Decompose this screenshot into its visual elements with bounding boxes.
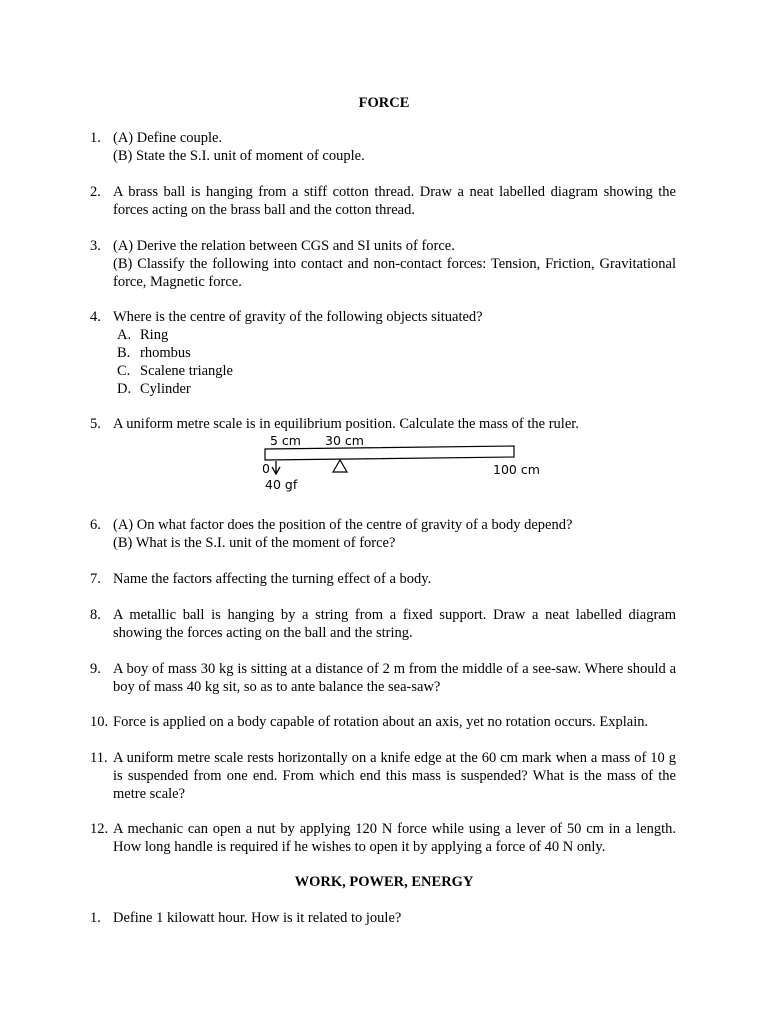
option-letter: D. [117,381,132,397]
question-number: 10. [90,714,109,730]
question-8 [90,606,676,642]
question-text: (B) What is the S.I. unit of the moment of force? [113,535,396,551]
question-number: 2. [90,184,101,200]
question-number: 9. [90,661,101,677]
question-7 [90,570,676,588]
option-letter: A. [117,327,132,343]
question-number: 4. [90,309,101,325]
question-text: (B) Classify the following into contact and non-contact forces: Tension, Friction, Gravitational force, Magnetic force. [113,256,676,290]
label-30cm: 30 cm [325,433,364,448]
question-text: A mechanic can open a nut by applying 120 N force while using a lever of 50 cm in a length. How long handle is required if he wishes to open it by applying a force of 40 N only. [113,821,676,855]
section-title-work-power-energy: WORK, POWER, ENERGY [294,874,474,890]
question-number: 7. [90,571,101,587]
question-11 [90,749,676,803]
question-text: (A) Derive the relation between CGS and SI units of force. [113,238,455,254]
question-text: (B) State the S.I. unit of moment of couple. [113,148,365,164]
label-5cm: 5 cm [270,433,301,448]
question-12 [90,820,676,856]
question-text: Define 1 kilowatt hour. How is it related to joule? [113,910,402,926]
question-1 [90,129,676,165]
question-text: Name the factors affecting the turning effect of a body. [113,571,432,587]
option-text: Cylinder [140,381,191,397]
option-item [113,362,676,380]
question-number: 8. [90,607,101,623]
question-text: Force is applied on a body capable of rotation about an axis, yet no rotation occurs. Explain. [113,714,649,730]
question-6 [90,516,676,552]
question-text: A metallic ball is hanging by a string from a fixed support. Draw a neat labelled diagram showing the forces acting on the ball and the string. [113,607,676,641]
knife-edge-fulcrum [333,460,347,472]
question-text: A boy of mass 30 kg is sitting at a distance of 2 m from the middle of a see-saw. Where should a boy of mass 40 kg sit, so as to ante balance the sea-saw? [113,661,676,695]
question-2 [90,183,676,219]
label-40gf: 40 gf [265,477,298,492]
question-10 [90,713,676,731]
question-9 [90,660,676,696]
question-number: 1. [90,910,101,926]
question-number: 5. [90,416,101,432]
option-item [113,326,676,344]
question-number: 11. [90,750,108,766]
question-text: A uniform metre scale is in equilibrium position. Calculate the mass of the ruler. [113,416,579,432]
question-number: 1. [90,130,101,146]
question-number: 3. [90,238,101,254]
option-item [113,344,676,362]
wpe-question-1 [90,909,676,927]
ruler-shape [265,446,514,460]
question-text: (A) On what factor does the position of the centre of gravity of a body depend? [113,517,573,533]
option-text: rhombus [140,345,191,361]
option-letter: B. [117,345,131,361]
option-text: Scalene triangle [140,363,233,379]
question-text: (A) Define couple. [113,130,223,146]
option-item [113,380,676,398]
metre-scale-svg [255,430,545,500]
section-title-force: FORCE [358,95,410,111]
label-zero: 0 [262,461,270,476]
option-letter: C. [117,363,131,379]
question-number: 6. [90,517,101,533]
question-text: A brass ball is hanging from a stiff cotton thread. Draw a neat labelled diagram showing the forces acting on the brass ball and the cotton thread. [113,184,676,218]
question-4 [90,308,676,398]
question-text: Where is the centre of gravity of the following objects situated? [113,309,483,325]
metre-scale-diagram [255,430,545,500]
question-text: A uniform metre scale rests horizontally on a knife edge at the 60 cm mark when a mass of 10 g is suspended from one end. From which end this mass is suspended? What is the mass of the metre scale? [113,750,676,802]
question-3 [90,237,676,291]
question-number: 12. [90,821,109,837]
label-100cm: 100 cm [493,462,540,477]
option-text: Ring [140,327,169,343]
